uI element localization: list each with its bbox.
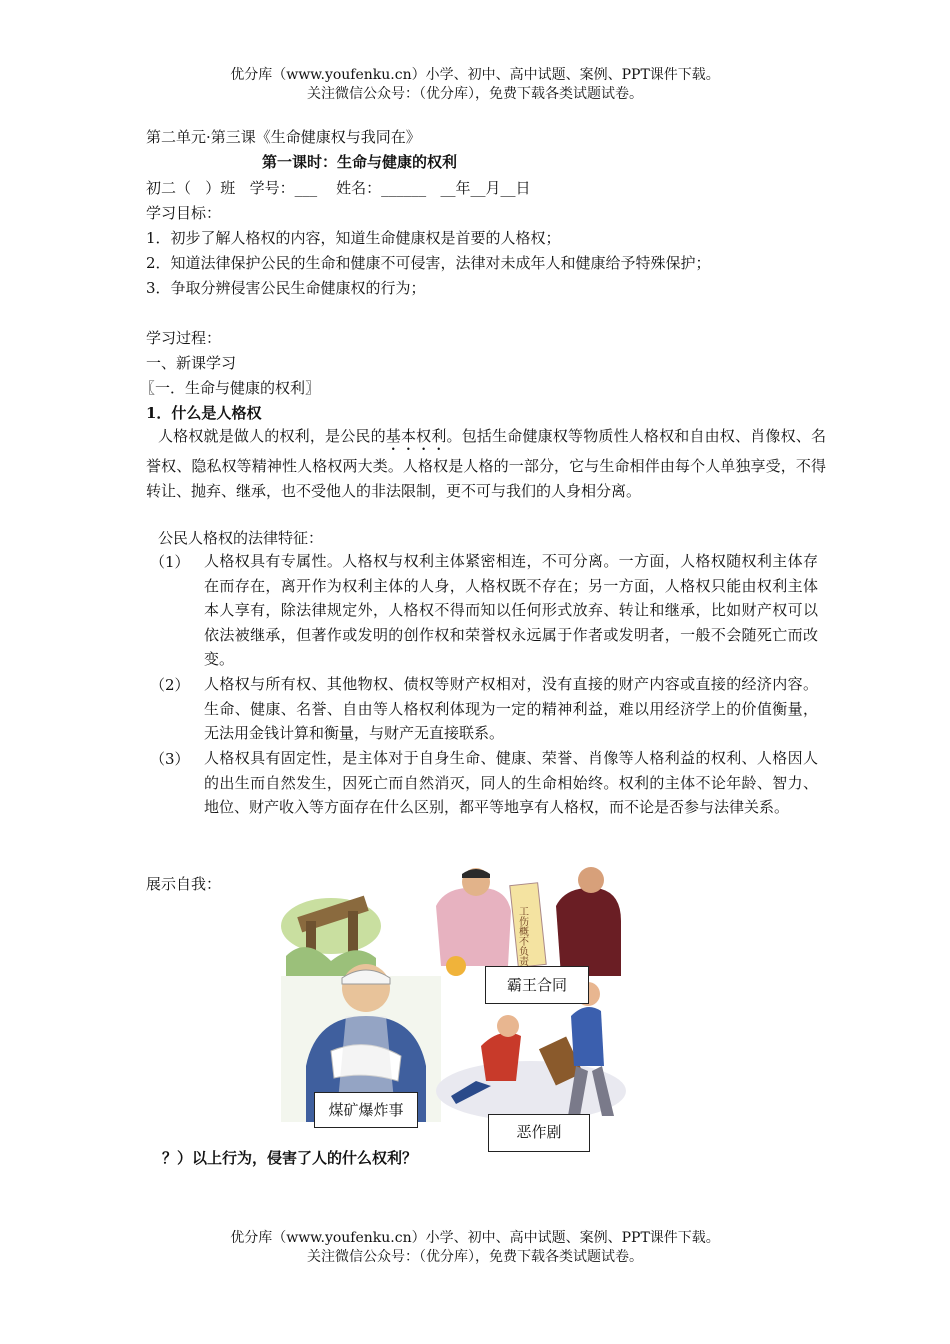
student-info-line: 初二（ ）班 学号：___ 姓名：______ __年__月__日 xyxy=(146,179,531,197)
goals-heading: 学习目标： xyxy=(146,204,222,222)
label-prank: 恶作剧 xyxy=(488,1114,590,1152)
feature-text: 人格权具有专属性。人格权与权利主体紧密相连，不可分离。一方面，人格权随权利主体存在而存在，离开作为权利主体的人身，人格权既不存在；另一方面，人格权只能由权利主体本人享有，除法律规定外，人格权不得而知以任何形式放弃、转让和继承，比如财产权可以依法被继承，但著作或发明的创作权和荣誉权永远属于作者或发明者，一般不会随死亡而改变。 xyxy=(204,552,818,668)
feature-text: 人格权与所有权、其他物权、债权等财产权相对，没有直接的财产内容或直接的经济内容。生命、健康、名誉、自由等人格权利体现为一定的精神利益，难以用经济学上的价值衡量，无法用金钱计算和衡量，与财产无直接联系。 xyxy=(204,675,818,742)
intro-paragraph xyxy=(146,424,826,503)
feature-number: （1） xyxy=(150,553,190,571)
contract-note-char: 工伤概不负责 xyxy=(516,906,528,966)
header-line-2: 关注微信公众号：（优分库），免费下载各类试题试卷。 xyxy=(307,86,643,102)
section-heading: 一、新课学习 xyxy=(146,354,237,372)
intro-text-pre: 人格权就是做人的权利，是公民的 xyxy=(158,427,386,445)
label-unfair-contract: 霸王合同 xyxy=(485,966,589,1004)
footer-line-2: 关注微信公众号：（优分库），免费下载各类试题试卷。 xyxy=(307,1249,643,1265)
unit-title: 第二单元·第三课《生命健康权与我同在》 xyxy=(146,128,421,146)
illustration-panel xyxy=(276,866,626,1122)
goal-item-3: 3．争取分辨侵害公民生命健康权的行为； xyxy=(146,279,426,297)
header-line-1: 优分库（www.youfenku.cn）小学、初中、高中试题、案例、PPT课件下载。 xyxy=(230,67,720,83)
intro-emphasis: 基本权利 xyxy=(385,427,447,445)
feature-number: （2） xyxy=(150,676,190,694)
lesson-title: 第一课时：生命与健康的权利 xyxy=(262,153,458,171)
goal-item-1: 1．初步了解人格权的内容，知道生命健康权是首要的人格权； xyxy=(146,229,561,247)
question-prompt: ？）以上行为，侵害了人的什么权利？ xyxy=(162,1149,418,1167)
intro-text-post: 。包括生命健康权等物质性人格权和自由权、肖像权、名誉权、隐私权等精神性人格权两大类。人格权是人格的一部分，它与生命相伴由每个人单独享受，不得转让、抛弃、继承，也不受他人的非法限制，更不可与我们的人身相分离。 xyxy=(146,427,826,500)
goal-item-2: 2．知道法律保护公民的生命和健康不可侵害，法律对未成年人和健康给予特殊保护； xyxy=(146,254,711,272)
section-bracket-title: 〖一．生命与健康的权利〗 xyxy=(140,379,321,397)
footer-line-1: 优分库（www.youfenku.cn）小学、初中、高中试题、案例、PPT课件下载。 xyxy=(230,1230,720,1246)
label-mine-explosion: 煤矿爆炸事 xyxy=(314,1092,418,1128)
feature-text: 人格权具有固定性，是主体对于自身生命、健康、荣誉、肖像等人格利益的权利、人格因人的出生而自然发生，因死亡而自然消灭，同人的生命相始终。权利的主体不论年龄、智力、地位、财产收入等方面存在什么区别，都平等地享有人格权，而不论是否参与法律关系。 xyxy=(204,749,818,816)
process-heading: 学习过程： xyxy=(146,329,222,347)
show-self-label: 展示自我： xyxy=(146,875,222,893)
question-1-title: 1．什么是人格权 xyxy=(146,404,262,422)
feature-number: （3） xyxy=(150,750,190,768)
mine-collapse-illustration xyxy=(281,896,381,976)
contract-scene-illustration xyxy=(436,867,621,976)
features-heading: 公民人格权的法律特征： xyxy=(158,529,324,547)
